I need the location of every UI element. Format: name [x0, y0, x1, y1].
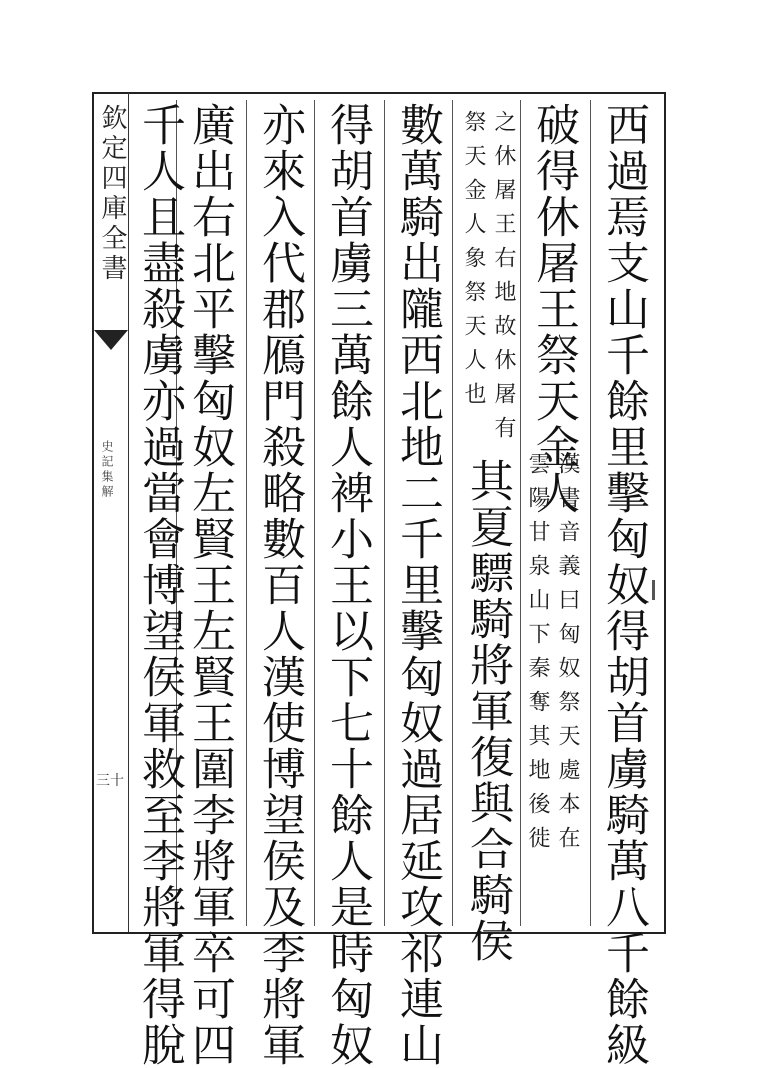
text-column-3: 其夏驃騎將軍復與合騎侯 — [462, 458, 513, 964]
column-rule — [314, 100, 315, 926]
text-column-5: 得胡首虜三萬餘人裨小王以下七十餘人是時匈奴 — [322, 102, 373, 1068]
column-rule — [384, 100, 385, 926]
fish-tail-mark — [94, 330, 128, 350]
text-column-4: 數萬騎出隴西北地二千里擊匈奴過居延攻祁連山 — [392, 102, 443, 1068]
gutter-rule — [128, 92, 129, 932]
text-column-2: 破得休屠王祭天金人 — [528, 102, 579, 516]
right-border-line — [664, 92, 666, 932]
commentary-line-3: 之休屠王右地故休屠有 — [491, 110, 516, 450]
text-column-7: 廣出右北平擊匈奴左賢王左賢王圍李將軍卒可四 — [184, 102, 235, 1068]
column-rule — [246, 100, 247, 926]
commentary-line-2: 雲陽甘泉山下秦奪其地後徙 — [525, 452, 550, 860]
ink-mark — [652, 580, 655, 600]
text-column-6: 亦來入代郡鴈門殺略數百人漢使博望侯及李將軍 — [254, 102, 305, 1068]
gutter-book-title: 史記集解 — [100, 440, 114, 500]
page-number: 三十 — [96, 773, 124, 789]
commentary-line-4: 祭天金人象祭天人也 — [461, 110, 486, 416]
gutter-title: 欽定四庫全書 — [97, 104, 127, 284]
text-column-8: 千人且盡殺虜亦過當會博望侯軍救至李將軍得脫 — [134, 102, 185, 1068]
text-column-1: 西過焉支山千餘里擊匈奴得胡首虜騎萬八千餘級 — [598, 102, 649, 1068]
left-border-line — [92, 92, 94, 932]
column-rule — [452, 100, 453, 926]
column-rule — [590, 100, 591, 926]
commentary-line-1: 漢書音義曰匈奴祭天處本在 — [555, 452, 580, 860]
